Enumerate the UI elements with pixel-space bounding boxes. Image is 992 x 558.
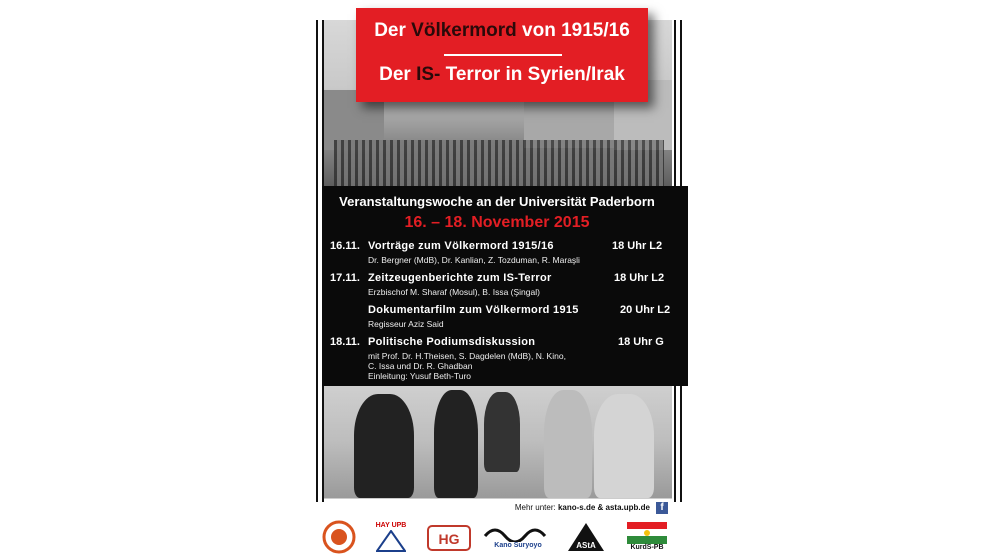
events-panel <box>322 186 688 386</box>
event-title: Politische Podiumsdiskussion <box>368 336 536 348</box>
facebook-icon: f <box>656 502 668 514</box>
event-speakers: C. Issa und Dr. R. Ghadban <box>368 361 473 371</box>
event-dates: 16. – 18. November 2015 <box>404 214 590 231</box>
event-date: 16.11. <box>330 240 360 252</box>
event-speakers: Erzbischof M. Sharaf (Mosul), B. Issa (Şingal) <box>368 287 540 297</box>
event-speakers: Dr. Bergner (MdB), Dr. Kanlian, Z. Tozduman, R. Maraşli <box>368 255 580 265</box>
logo-kano-suryoyo: Kano Suryoyo <box>478 520 558 554</box>
event-time: 18 Uhr L2 <box>612 240 663 252</box>
event-date: 17.11. <box>330 272 360 284</box>
poster-footer <box>324 498 672 517</box>
event-time: 18 Uhr G <box>618 336 664 348</box>
svg-text:HG: HG <box>438 531 460 547</box>
svg-text:AStA: AStA <box>576 541 596 550</box>
logo-kurds-pb: KurdS-PB <box>614 520 680 554</box>
logo-1 <box>318 520 360 554</box>
title-divider <box>444 54 562 56</box>
event-speakers: mit Prof. Dr. H.Theisen, S. Dagdelen (MdB), N. Kino, <box>368 351 566 361</box>
event-week-heading: Veranstaltungswoche an der Universität Paderborn <box>339 194 655 209</box>
event-speakers: Regisseur Aziz Said <box>368 319 444 329</box>
footer-links: Mehr unter: kano-s.de & asta.upb.de <box>514 503 650 512</box>
title-box <box>356 8 648 102</box>
event-title: Dokumentarfilm zum Völkermord 1915 <box>368 304 579 316</box>
title-line-1: Der Völkermord von 1915/16 <box>374 20 630 41</box>
event-title: Zeitzeugenberichte zum IS-Terror <box>368 272 552 284</box>
event-time: 18 Uhr L2 <box>614 272 665 284</box>
logo-hg <box>422 520 476 554</box>
title-line-2: Der IS- Terror in Syrien/Irak <box>379 64 625 85</box>
event-title: Vorträge zum Völkermord 1915/16 <box>368 240 554 252</box>
event-time: 20 Uhr L2 <box>620 304 671 316</box>
sponsor-logos <box>318 520 682 554</box>
logo-hay-upb: HAY UPB <box>364 520 418 554</box>
event-intro: Einleitung: Yusuf Beth-Turo <box>368 371 472 381</box>
event-date: 18.11. <box>330 336 360 348</box>
logo-asta <box>564 520 608 554</box>
fighters-photo <box>324 386 672 498</box>
poster-frame-left-outer <box>316 20 318 502</box>
